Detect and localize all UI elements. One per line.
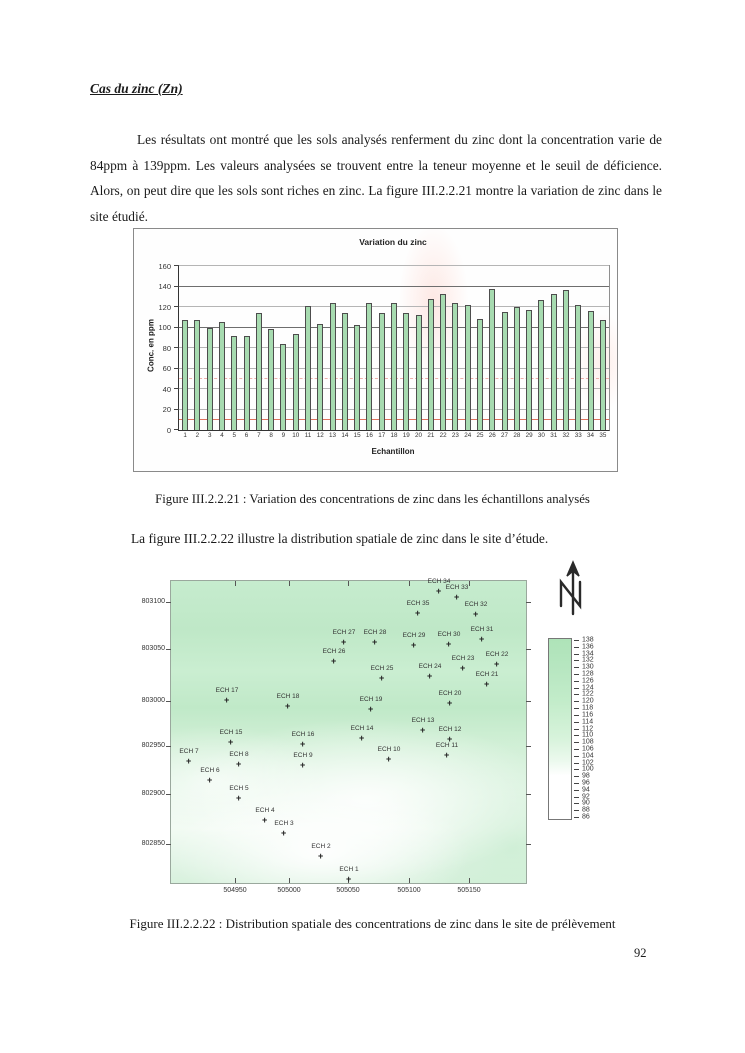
chart-x-tick-label: 29 [525,432,533,439]
sample-point-label: ECH 7 [179,748,199,755]
sample-point-label: ECH 13 [411,717,435,724]
chart-bar [416,315,422,430]
map-x-tick-label: 505000 [277,887,301,894]
chart-bar [366,303,372,430]
chart-x-axis-label: Echantillon [371,447,415,456]
chart-y-tick-label: 160 [158,261,171,271]
map-y-tick [166,794,171,795]
chart-y-axis-label: Conc. en ppm [146,319,156,372]
legend-tick [574,769,579,770]
sample-point-label: ECH 4 [255,807,275,814]
sample-point-marker: + [473,609,479,619]
chart-x-tick-label: 12 [316,432,324,439]
sample-point-marker: + [454,592,460,602]
legend-value-label: 124 [582,684,594,692]
chart-x-tick-label: 21 [427,432,435,439]
map-y-tick [166,649,171,650]
legend-tick [574,810,579,811]
chart-bar [317,324,323,430]
chart-bar [575,305,581,430]
sample-point-label: ECH 35 [406,600,430,607]
map-legend [548,636,614,826]
legend-value-label: 118 [582,704,594,712]
sample-point-marker: + [411,640,417,650]
sample-point-label: ECH 24 [418,663,442,670]
legend-value-label: 128 [582,670,594,678]
legend-tick [574,647,579,648]
chart-x-tick-label: 16 [365,432,373,439]
legend-tick [574,701,579,702]
chart-x-tick-label: 2 [195,432,200,439]
sample-point-marker: + [427,671,433,681]
legend-colorbar [548,638,572,820]
chart-y-tick [174,429,179,430]
sample-point-marker: + [447,734,453,744]
chart-bar [563,290,569,430]
sample-point-label: ECH 21 [475,671,499,678]
chart-x-tick-label: 13 [329,432,337,439]
map-y-tick [166,701,171,702]
legend-value-label: 112 [582,725,594,732]
sample-point-marker: + [331,656,337,666]
legend-value-label: 98 [582,772,590,780]
figure2-caption: Figure III.2.2.22 : Distribution spatiale des concentrations de zinc dans le site de prélèvement [129,916,616,931]
legend-value-label: 126 [582,677,594,685]
sample-point-label: ECH 27 [332,629,356,636]
sample-point-marker: + [372,637,378,647]
chart-bar [330,303,336,430]
chart-bar [194,320,200,430]
sample-point-label: ECH 1 [339,866,359,873]
legend-tick [574,660,579,661]
chart-y-tick [174,409,179,410]
legend-tick [574,722,579,723]
legend-value-label: 102 [582,759,594,767]
chart-bar [452,303,458,430]
chart-y-tick-label: 20 [162,405,171,414]
chart-bar [231,336,237,430]
map-y-tick [526,602,531,603]
legend-value-label: 86 [582,813,590,821]
sample-point-label: ECH 16 [291,731,315,738]
map-y-tick [526,844,531,845]
chart-x-tick-label: 14 [341,432,349,439]
chart-bar [305,306,311,430]
sample-point-marker: + [444,750,450,760]
legend-value-label: 110 [582,731,594,739]
sample-point-label: ECH 5 [229,785,249,792]
sample-point-marker: + [447,698,453,708]
sample-point-marker: + [236,759,242,769]
legend-value-label: 94 [582,786,590,794]
sample-point-marker: + [262,815,268,825]
legend-tick [574,749,579,750]
chart-x-tick-label: 5 [232,432,237,439]
chart-y-tick [174,265,179,266]
legend-value-label: 92 [582,793,590,801]
map-x-tick [348,581,349,586]
sample-point-marker: + [281,828,287,838]
chart-x-tick-label: 7 [257,432,261,439]
sample-point-marker: + [341,637,347,647]
sample-point-label: ECH 25 [370,665,394,672]
legend-value-label: 122 [582,690,594,698]
legend-tick [574,667,579,668]
figure1-caption: Figure III.2.2.21 : Variation des concentrations de zinc dans les échantillons analysés [155,492,590,506]
legend-value-label: 114 [582,718,594,726]
chart-x-tick-label: 24 [464,432,472,439]
legend-tick [574,817,579,818]
chart-x-tick-label: 28 [513,432,521,439]
chart-x-tick-label: 31 [550,432,558,439]
chart-gridline [179,265,609,266]
sample-point-label: ECH 29 [402,632,426,639]
legend-tick [574,803,579,804]
chart-bar [403,313,409,430]
chart-x-tick-label: 3 [207,432,212,439]
body-sentence: La figure III.2.2.22 illustre la distribution spatiale de zinc dans le site d’étude. [131,531,549,546]
sample-point-label: ECH 18 [276,693,300,700]
chart-bar [391,303,397,430]
sample-point-marker: + [300,739,306,749]
map-y-tick-label: 802900 [141,790,165,797]
map-x-tick [469,581,470,586]
legend-tick [574,790,579,791]
sample-point-label: ECH 34 [427,578,451,585]
map-x-tick [289,878,290,883]
legend-tick [574,688,579,689]
map-x-tick [289,581,290,586]
map-y-tick [526,794,531,795]
chart-bar [489,289,495,430]
map-x-tick [235,581,236,586]
section-heading: Cas du zinc (Zn) [90,81,183,96]
sample-point-marker: + [479,634,485,644]
sample-point-label: ECH 12 [438,726,462,733]
legend-tick [574,729,579,730]
legend-value-label: 134 [582,650,594,658]
sample-point-marker: + [436,586,442,596]
sample-point-label: ECH 3 [274,820,294,827]
map-y-tick [166,602,171,603]
sample-point-label: ECH 8 [229,751,249,758]
map-y-tick [166,746,171,747]
sample-point-marker: + [386,754,392,764]
sample-point-label: ECH 33 [445,584,469,591]
legend-value-label: 88 [582,806,590,814]
chart-bar [551,294,557,430]
legend-tick [574,674,579,675]
chart-x-tick-label: 30 [537,432,545,439]
map-x-tick [409,878,410,883]
chart-bar [538,300,544,430]
map-x-tick [469,878,470,883]
sample-point-marker: + [379,673,385,683]
chart-bar [244,336,250,430]
chart-bar [268,329,274,430]
sample-point-marker: + [460,663,466,673]
chart-x-tick-label: 23 [451,432,459,439]
sample-point-label: ECH 26 [322,648,346,655]
sample-point-label: ECH 11 [435,742,459,749]
chart-bar [219,322,225,430]
chart-x-tick-label: 15 [353,432,361,439]
sample-point-marker: + [300,760,306,770]
chart-bar [502,312,508,430]
chart-x-tick-label: 9 [281,432,286,439]
chart-bar [379,313,385,430]
legend-tick [574,763,579,764]
chart-y-tick [174,388,179,389]
chart-gridline [179,286,609,287]
chart-bar [600,320,606,430]
chart-x-tick-label: 11 [304,432,312,439]
chart-bar [526,310,532,430]
legend-value-label: 130 [582,663,594,671]
chart-bar [354,325,360,430]
sample-point-marker: + [346,874,352,884]
chart-y-tick [174,368,179,369]
chart-x-tick-label: 22 [439,432,447,439]
chart-y-tick-label: 40 [162,384,171,394]
sample-point-label: ECH 14 [350,725,374,732]
chart-bar [256,313,262,430]
chart-x-tick-label: 8 [269,432,273,439]
map-y-tick-label: 802850 [141,840,165,847]
chart-x-tick-label: 32 [562,432,570,439]
chart-x-tick-label: 25 [476,432,484,439]
sample-point-marker: + [186,756,192,766]
chart-plot [158,261,610,439]
chart-title: Variation du zinc [359,237,427,247]
chart-x-tick-label: 17 [378,432,386,439]
page-number: 92 [634,946,647,960]
legend-tick [574,654,579,655]
sample-point-marker: + [415,608,421,618]
legend-tick [574,756,579,757]
legend-value-label: 116 [582,711,594,719]
sample-point-marker: + [224,695,230,705]
legend-value-label: 132 [582,656,594,664]
chart-x-tick-label: 35 [599,432,607,439]
sample-point-marker: + [318,851,324,861]
chart-x-tick-label: 34 [587,432,595,439]
chart-y-tick [174,306,179,307]
map-x-tick [235,878,236,883]
legend-tick [574,681,579,682]
map-x-tick-label: 505050 [336,887,360,894]
chart-x-tick-label: 26 [488,432,496,439]
sample-point-label: ECH 9 [293,752,313,759]
chart-y-tick [174,327,179,328]
chart-y-tick-label: 140 [158,282,171,291]
sample-point-label: ECH 20 [438,690,462,697]
chart-x-tick-label: 18 [390,432,398,439]
legend-value-label: 100 [582,765,594,773]
legend-tick [574,735,579,736]
legend-tick [574,708,579,709]
chart-x-tick-label: 6 [244,432,249,439]
sample-point-label: ECH 10 [377,746,401,753]
chart-y-tick-label: 0 [166,425,171,435]
sample-point-marker: + [420,725,426,735]
sample-point-marker: + [446,639,452,649]
legend-value-label: 106 [582,745,594,753]
map-field [141,578,527,894]
legend-value-label: 90 [582,799,590,807]
legend-value-label: 136 [582,643,594,651]
sample-point-label: ECH 22 [485,651,509,658]
map-y-tick [166,844,171,845]
chart-bar [428,299,434,430]
sample-point-label: ECH 15 [219,729,243,736]
sample-point-label: ECH 30 [437,631,461,638]
chart-bar [182,320,188,430]
chart-y-tick-label: 60 [162,364,171,373]
sample-point-label: ECH 23 [451,655,475,662]
sample-point-label: ECH 17 [215,687,239,694]
chart-y-tick [174,286,179,287]
map-x-tick-label: 504950 [223,887,247,894]
chart-x-tick-label: 27 [501,432,509,439]
sample-point-label: ECH 28 [363,629,387,636]
chart-bar [477,319,483,430]
chart-x-tick-label: 1 [183,432,187,439]
bar-chart-figure [133,228,618,472]
legend-tick [574,776,579,777]
chart-y-tick-label: 120 [158,302,171,312]
legend-value-label: 108 [582,738,594,746]
north-arrow-icon [549,560,593,616]
legend-tick [574,640,579,641]
map-y-tick [526,746,531,747]
chart-bar [207,328,213,431]
chart-x-tick-label: 33 [574,432,582,439]
chart-x-tick-label: 10 [292,432,300,439]
chart-bar [293,334,299,430]
chart-y-tick [174,347,179,348]
chart-x-tick-label: 20 [415,432,423,439]
map-y-tick [526,649,531,650]
map-y-tick-label: 803050 [141,645,165,652]
chart-bar [588,311,594,430]
sample-point-label: ECH 31 [470,626,494,633]
sample-point-marker: + [207,775,213,785]
legend-value-label: 138 [582,636,594,644]
sample-point-label: ECH 32 [464,601,488,608]
legend-tick [574,715,579,716]
chart-x-tick-label: 19 [402,432,410,439]
map-x-tick-label: 505150 [457,887,481,894]
map-y-tick [526,701,531,702]
legend-tick [574,694,579,695]
map-x-tick-label: 505100 [397,887,421,894]
sample-point-marker: + [359,733,365,743]
legend-tick [574,783,579,784]
legend-value-label: 96 [582,779,590,787]
chart-bar [514,307,520,430]
chart-bar [440,294,446,430]
legend-value-label: 120 [582,697,594,705]
body-paragraph: Les résultats ont montré que les sols analysés renferment du zinc dont la concentration varie de 84ppm à 139ppm. Les valeurs analysées se trouvent entre la teneur moyenne et le seuil de déficience. Alors, on peut dire que les sols sont riches en zinc. La figure III.2.2.21 montre la variation de zinc dans le site étudié. [90,132,662,224]
chart-y-tick-label: 80 [162,343,171,353]
map-y-tick-label: 803100 [141,598,165,605]
sample-point-marker: + [368,704,374,714]
chart-bar [280,344,286,430]
chart-y-tick-label: 100 [158,323,171,332]
sample-point-marker: + [236,793,242,803]
map-y-tick-label: 803000 [141,697,165,704]
sample-point-label: ECH 6 [200,767,220,774]
legend-tick [574,742,579,743]
sample-point-label: ECH 2 [311,843,331,850]
chart-x-tick-label: 4 [220,432,224,439]
legend-tick [574,797,579,798]
sample-point-marker: + [228,737,234,747]
sample-point-label: ECH 19 [359,696,383,703]
sample-point-marker: + [484,679,490,689]
legend-value-label: 104 [582,752,594,760]
sample-point-marker: + [494,659,500,669]
chart-bar [465,305,471,430]
map-x-tick [409,581,410,586]
sample-point-marker: + [285,701,291,711]
chart-bar [342,313,348,430]
map-y-tick-label: 802950 [141,742,165,749]
